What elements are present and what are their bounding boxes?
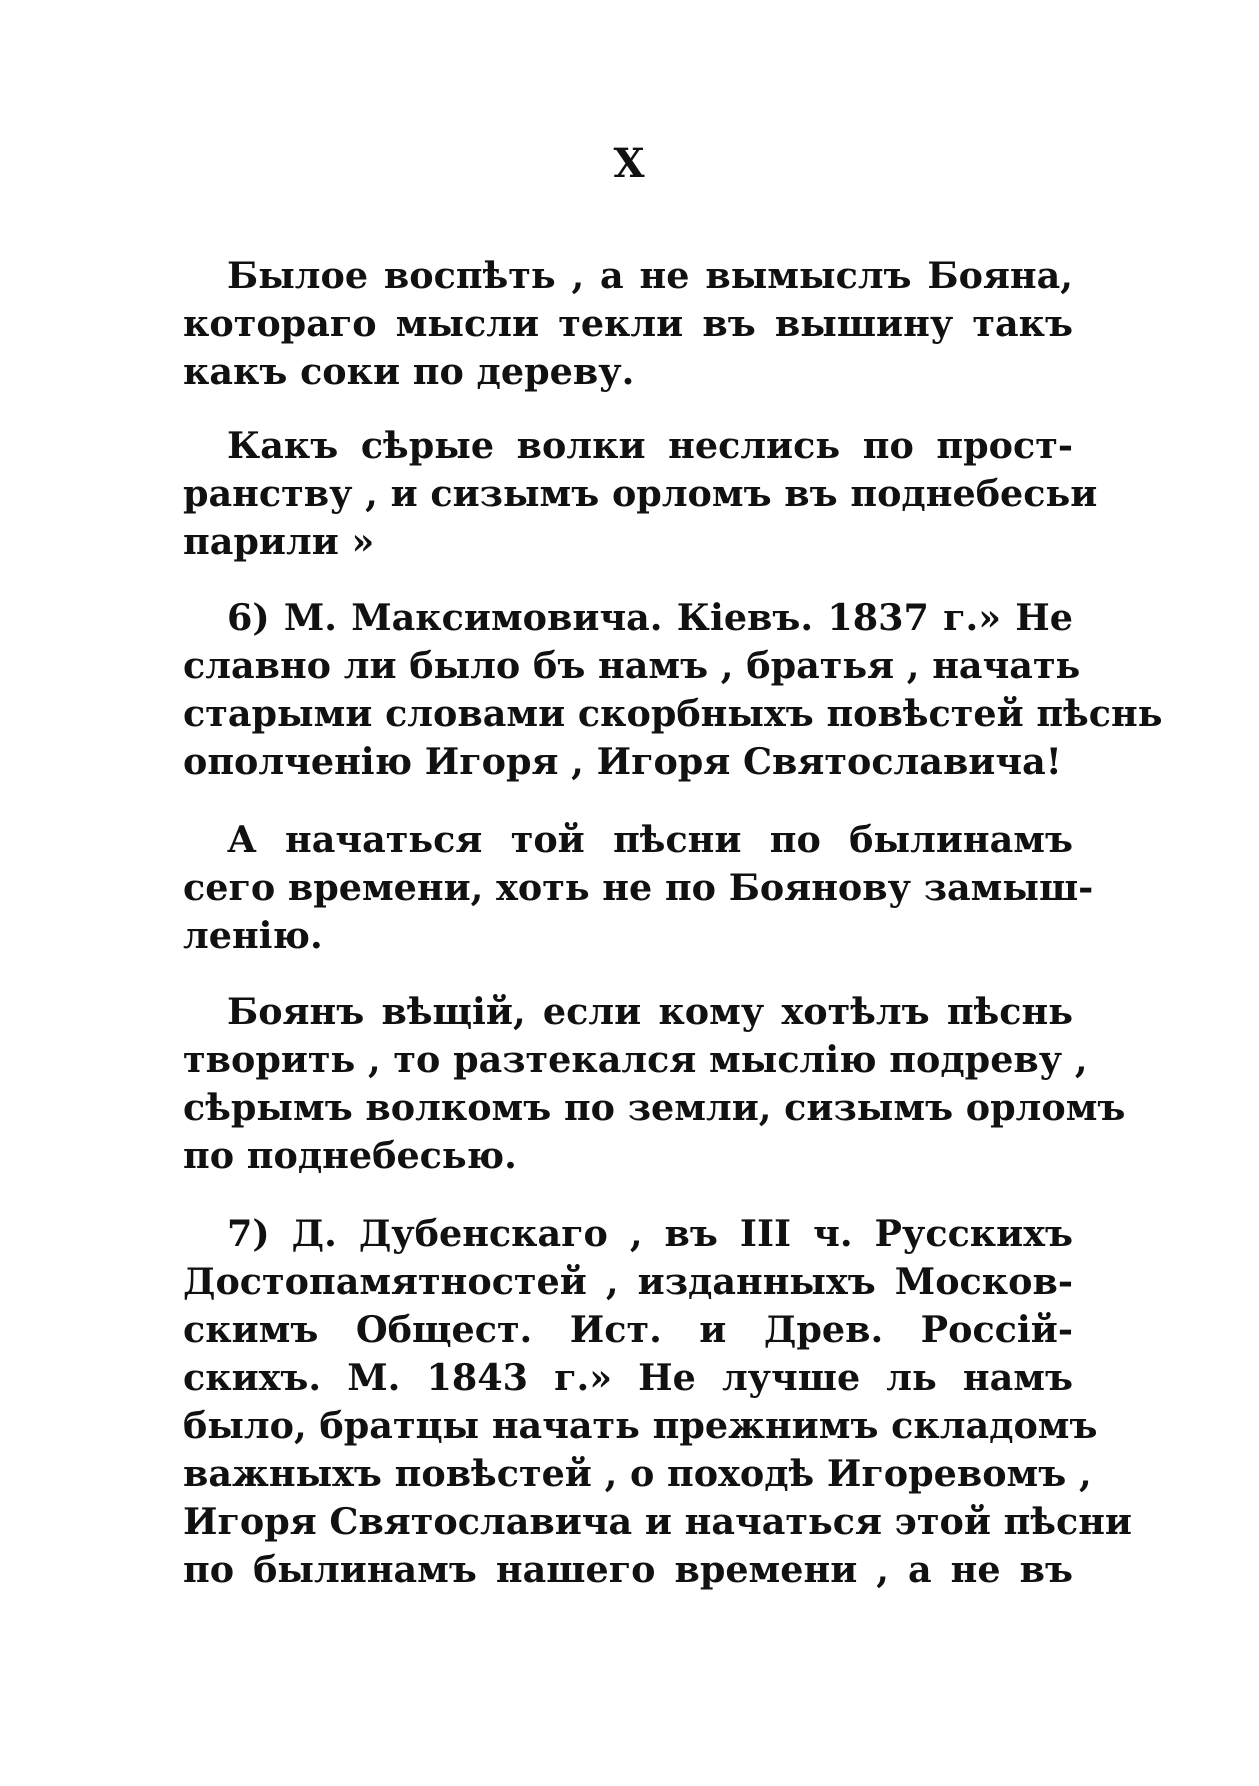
text-line: ленію. bbox=[183, 914, 323, 957]
text-line: старыми словами скорбныхъ повѣстей пѣснь bbox=[183, 692, 1163, 735]
text-line: ополченію Игоря , Игоря Святославича! bbox=[183, 740, 1062, 783]
text-line: ранству , и сизымъ орломъ въ поднебесьи bbox=[183, 472, 1098, 515]
text-line: по поднебесью. bbox=[183, 1134, 517, 1177]
text-line: 6) М. Максимовича. Кіевъ. 1837 г.» Не bbox=[227, 596, 1073, 639]
text-line: сѣрымъ волкомъ по земли, сизымъ орломъ bbox=[183, 1086, 1126, 1129]
text-line: скихъ. М. 1843 г.» Не лучше ль намъ bbox=[183, 1356, 1073, 1399]
paragraph-1 bbox=[183, 252, 1073, 396]
paragraph-5 bbox=[183, 988, 1126, 1180]
text-line: А начаться той пѣсни по былинамъ bbox=[227, 818, 1073, 861]
text-line: котораго мысли текли въ вышину такъ bbox=[183, 302, 1073, 345]
text-line: по былинамъ нашего времени , а не въ bbox=[183, 1548, 1073, 1591]
paragraph-2 bbox=[183, 422, 1098, 566]
text-line: Какъ сѣрые волки неслись по прост- bbox=[227, 424, 1073, 467]
text-line: парили » bbox=[183, 520, 375, 563]
text-line: творить , то разтекался мыслію подреву , bbox=[183, 1038, 1088, 1081]
text-line: какъ соки по дереву. bbox=[183, 350, 635, 393]
paragraph-4 bbox=[183, 816, 1094, 960]
text-line: Игоря Святославича и начаться этой пѣсни bbox=[183, 1500, 1132, 1543]
text-line: важныхъ повѣстей , о походѣ Игоревомъ , bbox=[183, 1452, 1092, 1495]
paragraph-3 bbox=[183, 594, 1163, 786]
text-line: славно ли было бъ намъ , братья , начать bbox=[183, 644, 1081, 687]
page-number: X bbox=[613, 140, 646, 187]
text-line: 7) Д. Дубенскаго , въ III ч. Русскихъ bbox=[227, 1212, 1073, 1255]
text-line: скимъ Общест. Ист. и Древ. Россій- bbox=[183, 1308, 1073, 1351]
text-line: Былое воспѣть , а не вымыслъ Бояна, bbox=[227, 254, 1073, 297]
text-line: Боянъ вѣщій, если кому хотѣлъ пѣснь bbox=[227, 990, 1073, 1033]
text-line: сего времени, хоть не по Боянову замыш- bbox=[183, 866, 1094, 909]
text-line: было, братцы начать прежнимъ складомъ bbox=[183, 1404, 1098, 1447]
text-line: Достопамятностей , изданныхъ Москов- bbox=[183, 1260, 1073, 1303]
paragraph-6 bbox=[183, 1210, 1132, 1594]
